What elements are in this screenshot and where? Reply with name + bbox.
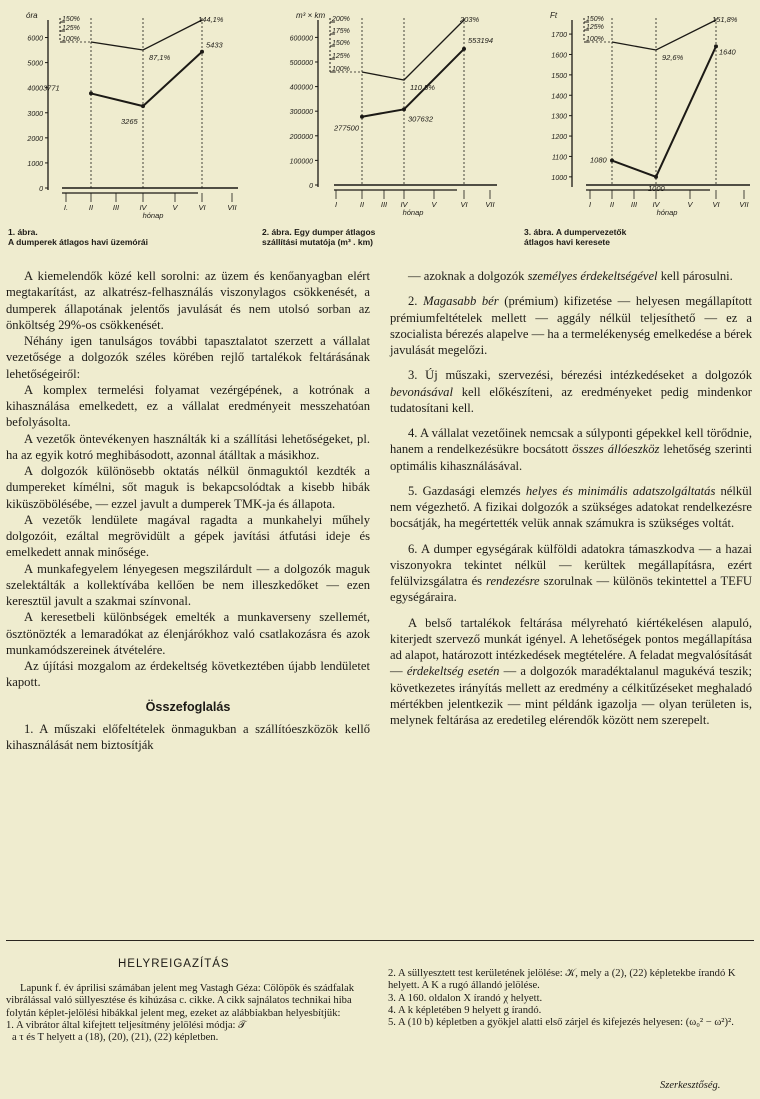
data-label: 1000 (648, 183, 665, 193)
x-tick-label: VI (198, 203, 206, 212)
y-tick-label: 1600 (551, 52, 567, 60)
percent-label: 175% (332, 28, 350, 35)
percent-label: 100% (62, 36, 80, 43)
y-tick-label: 1400 (551, 93, 567, 101)
y-tick-label: 5000 (27, 60, 43, 68)
erratum-left-column (6, 983, 370, 1044)
erratum-paragraph: 4. A k képletében 9 helyett g írandó. (388, 1004, 542, 1016)
percent-label: 100% (586, 36, 604, 43)
x-axis-label: hónap (402, 208, 424, 217)
erratum-right-column (388, 968, 754, 1029)
x-tick-label: IV (139, 203, 147, 212)
article-right-column (390, 268, 752, 728)
paragraph: 6. A dumper egységárak külföldi adatokra támaszkodva — a hazai viszonyokra tekintet nélkül — kerültek megállapításra, ezért felülvizsgálatra és rendezésre szorulnak — különös tekintettel a TEFU egységáraira. (390, 541, 752, 605)
y-tick-label: 500000 (289, 59, 313, 67)
section-heading: Összefoglalás (145, 699, 231, 714)
data-point (610, 159, 614, 163)
paragraph: A kiemelendők közé kell sorolni: az üzem és kenőanyagban elért megtakarítást, az alkatrész-felhasználás viszonylagos csökkenését, a dumperek állapotának jelentős javulását és nem utolsó sorban az önköltség 29%-os csökkenését. (6, 269, 370, 332)
percent-annotation: 203% (460, 15, 480, 24)
y-axis-label: óra (26, 11, 38, 20)
chart-3-caption: átlagos havi keresete (524, 237, 610, 247)
x-tick-label: VI (460, 200, 468, 209)
y-tick-label: 100000 (289, 158, 313, 166)
y-tick-label: 1000 (551, 174, 567, 182)
erratum-paragraph: 2. A süllyesztett test kerületének jelölése: 𝒦, mely a (2), (22) képletekbe írandó K helyett. A K a rugó állandó jelölése. (388, 968, 736, 992)
paragraph: A dolgozók különösebb oktatás nélkül önmaguktól kezdték a dumpereket kímélni, sőt maguk is bekapcsolódtak a kisebb hibák kiküszöbölésébe, — ezzel javult a dumperek TMK-ja és állapota. (6, 464, 370, 511)
signature: Szerkesztőség. (660, 1080, 721, 1091)
paragraph: 2. Magasabb bér (prémium) kifizetése — helyesen megállapított prémiumfeltételek mellett — aggály nélkül teljesíthető — ez a szocialista bérezés alapelve — ha a termelékenység emelkedése a bérek javulását megelőzi. (390, 294, 753, 357)
x-tick-label: I. (63, 203, 69, 212)
y-tick-label: 1200 (551, 134, 567, 142)
y-tick-label: 300000 (289, 109, 313, 117)
paragraph: — azoknak a dolgozók személyes érdekeltségével kell párosulni. (408, 269, 733, 283)
x-tick-label: VI (712, 200, 720, 209)
chart-2-caption-num: 2. ábra. Egy dumper átlagos (262, 227, 376, 237)
percent-label: 200% (332, 16, 350, 23)
erratum-paragraph: 5. A (10 b) képletben a gyökjel alatti első zárjel és kifejezés helyesen: (ω₀² − ω²)². (388, 1017, 734, 1029)
data-point (714, 44, 718, 48)
x-tick-label: V (687, 200, 693, 209)
y-tick-label: 0 (39, 186, 43, 193)
x-tick-label: III (380, 200, 388, 209)
data-label: 1080 (590, 155, 607, 165)
percent-annotation: 87,1% (149, 53, 171, 62)
percent-annotation: 144,1% (198, 15, 224, 24)
x-tick-label: III (630, 200, 638, 209)
y-axis-label: m³ × km (296, 11, 326, 20)
chart-3 (0, 0, 760, 250)
y-tick-label: 1700 (551, 32, 567, 40)
y-tick-label: 4000 (27, 85, 43, 93)
section-divider (6, 940, 754, 941)
erratum-paragraph: Lapunk f. év áprilisi számában jelent meg Vastagh Géza: Cölöpök és szádfalak vibrálással való süllyesztése és kihúzása c. cikke. A cikk sajnálatos technikai hiba folytán képlet-jelölési hibákkal jelent meg, ezeket az alábbiakban helyesbítjük: (6, 983, 354, 1019)
paragraph: Az újítási mozgalom az érdekeltség következtében újabb lendületet kapott. (6, 659, 370, 690)
x-tick-label: III (112, 203, 120, 212)
paragraph: A vezetők lendülete magával ragadta a munkahelyi műhely dolgozóit, ezáltal megrövidült a gépek javítási átfutási ideje és emelkedett annak minősége. (6, 512, 370, 560)
percent-annotation: 110,5% (410, 83, 435, 92)
data-label: 3265 (121, 117, 138, 127)
data-label: 277500 (334, 123, 360, 133)
y-tick-label: 600000 (289, 35, 313, 43)
chart-2-caption: szállítási mutatója (m³ . km) (262, 237, 373, 247)
y-tick-label: 200000 (289, 133, 313, 141)
y-tick-label: 3000 (27, 110, 43, 118)
x-tick-label: V (172, 203, 178, 212)
erratum-paragraph: a τ és T helyett a (18), (20), (21), (22) képletben. (12, 1032, 219, 1044)
data-label: 1640 (719, 47, 736, 57)
x-tick-label: II (359, 200, 365, 209)
y-tick-label: 1000 (27, 160, 43, 168)
y-axis-label: Ft (550, 11, 558, 20)
erratum-paragraph: 1. A vibrátor által kifejtett teljesítmény jelölési módja: 𝒯 (6, 1019, 247, 1031)
x-axis-label: hónap (142, 211, 164, 220)
chart-1-caption-num: 1. ábra. (8, 227, 38, 237)
percent-label: 125% (332, 53, 350, 60)
x-tick-label: I (588, 200, 592, 209)
article-left-column (6, 268, 370, 753)
x-tick-label: V (431, 200, 437, 209)
x-tick-label: VII (739, 200, 749, 209)
y-tick-label: 1300 (551, 113, 567, 121)
paragraph: A vezetők öntevékenyen használták ki a szállítási lehetőségeket, pl. ha az egyik kotró meghibásodott, azonnal átálltak a másikhoz. (6, 431, 370, 462)
x-tick-label: II (88, 203, 94, 212)
paragraph: A keresetbeli különbségek emelték a munkaverseny szellemét, ösztönözték a lemaradókat az élenjárókhoz való csatlakozásra és azok munkamódszereinek átvételére. (6, 610, 370, 657)
percent-annotation: 151,8% (712, 15, 738, 24)
erratum-title: HELYREIGAZÍTÁS (118, 958, 230, 970)
percent-line (612, 20, 716, 50)
percent-annotation: 92,6% (662, 53, 684, 62)
paragraph: A munkafegyelem lényegesen megszilárdult — a dolgozók maguk szelektálták a kollektívába kellően be nem illeszkedőket — ezen keresztül javult a szakmai színvonal. (6, 561, 370, 608)
x-tick-label: VII (227, 203, 237, 212)
paragraph: 4. A vállalat vezetőinek nemcsak a súlyponti gépekkel kell törődnie, hanem a rendelkezésükre bocsátott összes állóeszköz lehetőség szerinti optimális kihasználásával. (390, 426, 752, 473)
y-tick-label: 1100 (551, 154, 567, 162)
data-label: 5433 (206, 40, 223, 50)
data-label: 553194 (468, 35, 494, 45)
percent-label: 150% (332, 40, 350, 47)
percent-label: 125% (62, 25, 80, 32)
erratum-paragraph: 3. A 160. oldalon X írandó χ helyett. (388, 992, 543, 1004)
x-axis-label: hónap (656, 208, 678, 217)
data-point (654, 175, 658, 179)
paragraph: 3. Új műszaki, szervezési, bérezési intézkedéseket a dolgozók bevonásával kell előkészíteni, az eredményeket pedig mindenkor tudatosítani kell. (390, 368, 752, 415)
x-tick-label: II (609, 200, 615, 209)
percent-label: 100% (332, 66, 350, 73)
y-tick-label: 2000 (27, 135, 43, 143)
series-line (612, 46, 716, 177)
data-label: 3771 (43, 83, 60, 93)
data-label: 307632 (408, 114, 434, 124)
x-tick-label: IV (400, 200, 408, 209)
percent-label: 150% (62, 16, 80, 23)
x-tick-label: IV (652, 200, 660, 209)
y-tick-label: 400000 (289, 84, 313, 92)
x-tick-label: I (334, 200, 338, 209)
paragraph: 1. A műszaki előfeltételek önmagukban a szállítóeszközök kellő kihasználását nem biztosítják (6, 721, 370, 752)
y-tick-label: 6000 (27, 35, 43, 43)
y-tick-label: 1500 (551, 72, 567, 80)
chart-3-svg (0, 0, 760, 250)
percent-label: 125% (586, 24, 604, 31)
percent-label: 150% (586, 16, 604, 23)
paragraph: Néhány igen tanulságos további tapasztalatot szerzett a vállalat vezetősége a dolgozók széles körében rejlő tartalékok feltárásának lehetőségeiről: (6, 334, 370, 381)
paragraph: A belső tartalékok feltárása mélyreható kiértékelésen alapuló, kiterjedt szervező munkát igényel. A lehetőségek pontos megállapítása ad alapot, határozott intézkedések megtételére. A feladat megvalósítását — érdekeltség esetén — a dolgozók maradéktalanul magukévá teszik; következetes irányítás mellett az eredmény a célkitűzéseket meghaladó mértékben jelentkezik — mint példánk igazolja — olyan területen is, melynek feltárása az eredetileg elérendők között nem szerepelt. (390, 615, 752, 727)
paragraph: A komplex termelési folyamat vezérgépének, a kotrónak a kihasználása emelkedett, ez a vállalat eredményeit messzehatóan befolyásolta. (6, 382, 370, 430)
chart-3-caption-num: 3. ábra. A dumpervezetők (524, 227, 627, 237)
paragraph: 5. Gazdasági elemzés helyes és minimális adatszolgáltatás nélkül nem végezhető. A fizikai dolgozók a szükséges adatokat rendelkezésre bocsátják, ha megértették velük annak számukra is szükséges voltát. (390, 483, 752, 531)
x-tick-label: VII (485, 200, 495, 209)
chart-1-caption: A dumperek átlagos havi üzemórái (8, 237, 148, 247)
y-tick-label: 0 (309, 183, 313, 190)
